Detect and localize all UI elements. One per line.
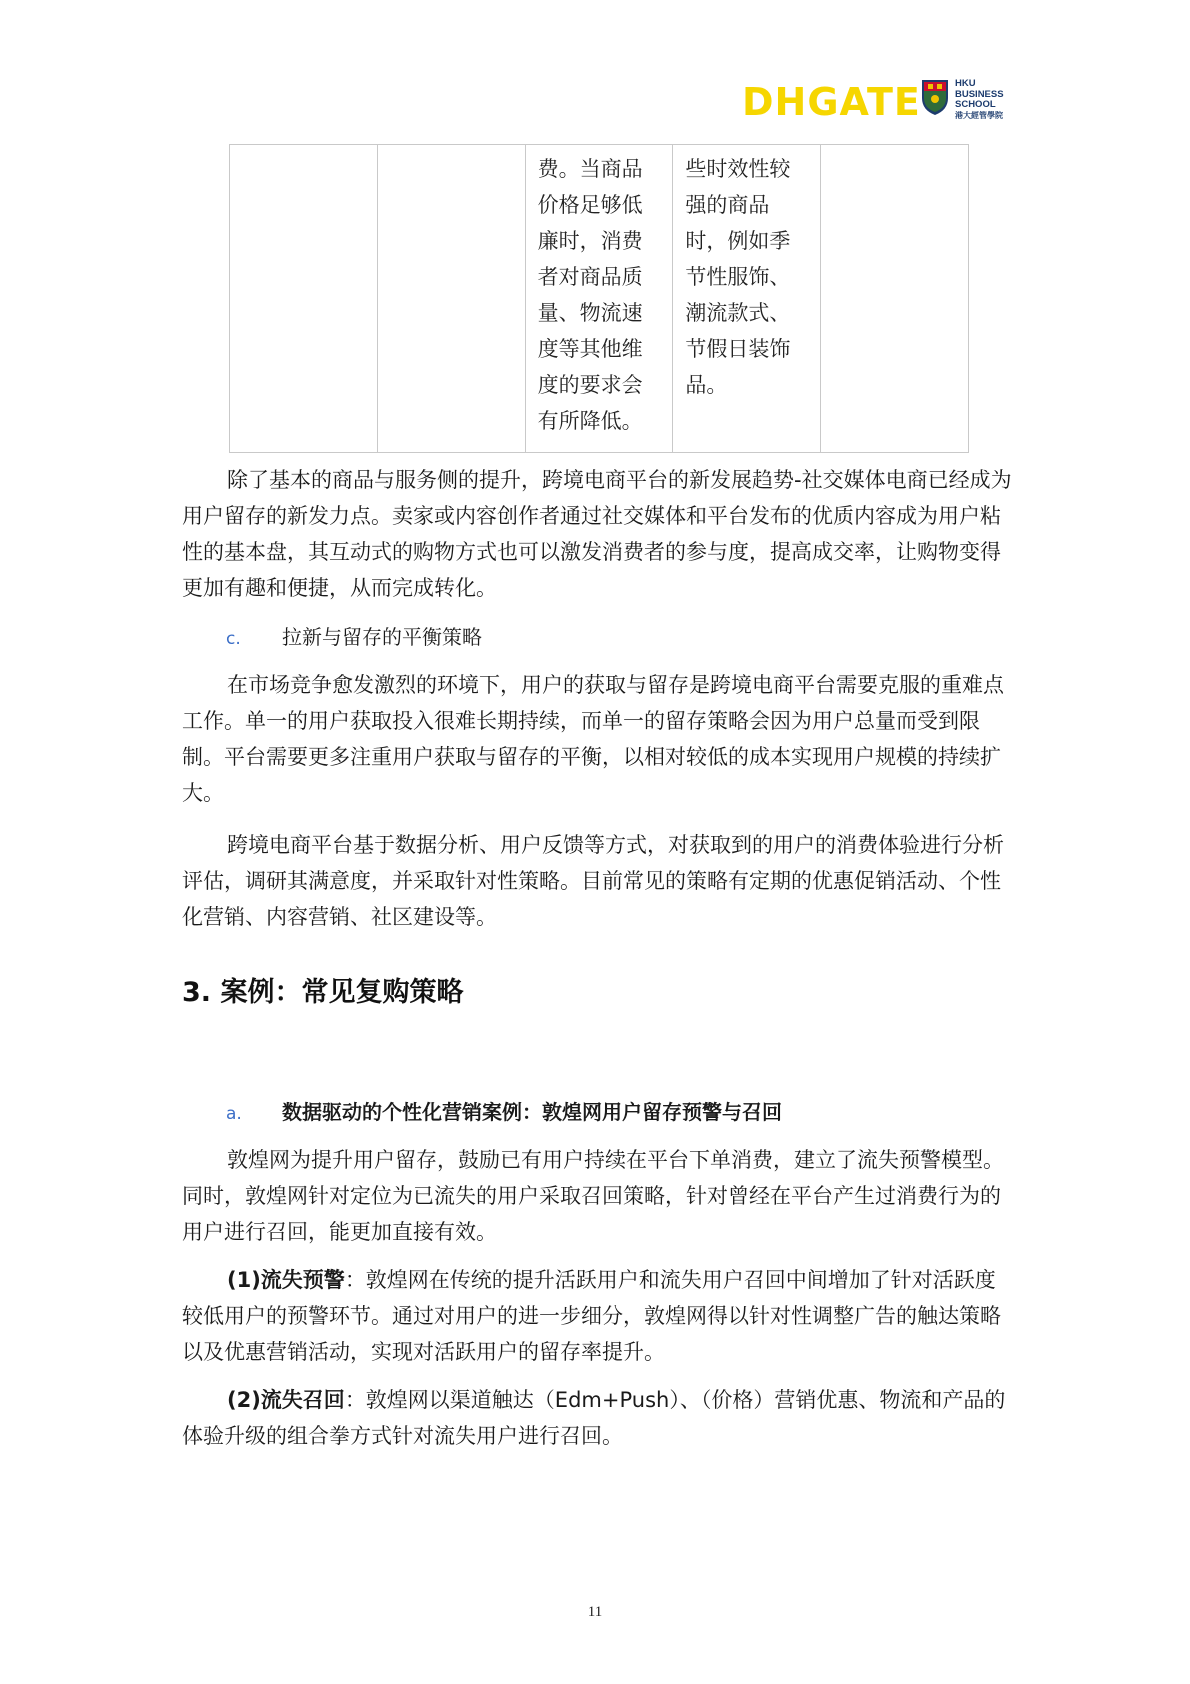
table-cell: 费。当商品价格足够低廉时，消费者对商品质量、物流速度等其他维度的要求会有所降低。 — [525, 145, 673, 453]
subsection-a-heading: a. 数据驱动的个性化营销案例：敦煌网用户留存预警与召回 — [226, 1097, 782, 1129]
table-cell: 些时效性较强的商品时，例如季节性服饰、潮流款式、节假日装饰品。 — [673, 145, 821, 453]
paragraph-dhgate-retention: 敦煌网为提升用户留存，鼓励已有用户持续在平台下单消费，建立了流失预警模型。同时，敦煌网针对定位为已流失的用户采取召回策略，针对曾经在平台产生过消费行为的用户进行召回，能更加直接有效。 — [182, 1148, 1004, 1244]
table-cell — [821, 145, 969, 453]
table-cell — [230, 145, 378, 453]
dhgate-logo: DHGATE — [742, 80, 921, 124]
subsection-c-heading: c. 拉新与留存的平衡策略 — [226, 622, 482, 654]
continued-table — [229, 144, 969, 453]
table-cell — [377, 145, 525, 453]
paragraph-churn-warning: (1)流失预警：敦煌网在传统的提升活跃用户和流失用户召回中间增加了针对活跃度较低用户的预警环节。通过对用户的进一步细分，敦煌网得以针对性调整广告的触达策略以及优惠营销活动，实现对活跃用户的留存率提升。 — [182, 1268, 1001, 1364]
section-heading: 3. 案例：常见复购策略 — [182, 977, 464, 1008]
paragraph-balance: 在市场竞争愈发激烈的环境下，用户的获取与留存是跨境电商平台需要克服的重难点工作。单一的用户获取投入很难长期持续，而单一的留存策略会因为用户总量而受到限制。平台需要更多注重用户获取与留存的平衡，以相对较低的成本实现用户规模的持续扩大。 — [182, 673, 1004, 805]
hku-business-school-logo: HKU BUSINESS SCHOOL 港大經管學院 — [955, 78, 1004, 120]
hku-crest-icon — [920, 78, 950, 116]
page-number: 11 — [587, 1604, 603, 1620]
paragraph-churn-recall: (2)流失召回：敦煌网以渠道触达（Edm+Push）、（价格）营销优惠、物流和产品的体验升级的组合拳方式针对流失用户进行召回。 — [182, 1388, 1006, 1448]
table-row — [230, 145, 969, 453]
list-marker: a. — [226, 1104, 242, 1124]
paragraph-social-commerce: 除了基本的商品与服务侧的提升，跨境电商平台的新发展趋势-社交媒体电商已经成为用户留存的新发力点。卖家或内容创作者通过社交媒体和平台发布的优质内容成为用户粘性的基本盘，其互动式的购物方式也可以激发消费者的参与度，提高成交率，让购物变得更加有趣和便捷，从而完成转化。 — [182, 468, 1012, 600]
paragraph-strategies: 跨境电商平台基于数据分析、用户反馈等方式，对获取到的用户的消费体验进行分析评估，调研其满意度，并采取针对性策略。目前常见的策略有定期的优惠促销活动、个性化营销、内容营销、社区建设等。 — [182, 833, 1004, 929]
list-marker: c. — [226, 629, 241, 649]
